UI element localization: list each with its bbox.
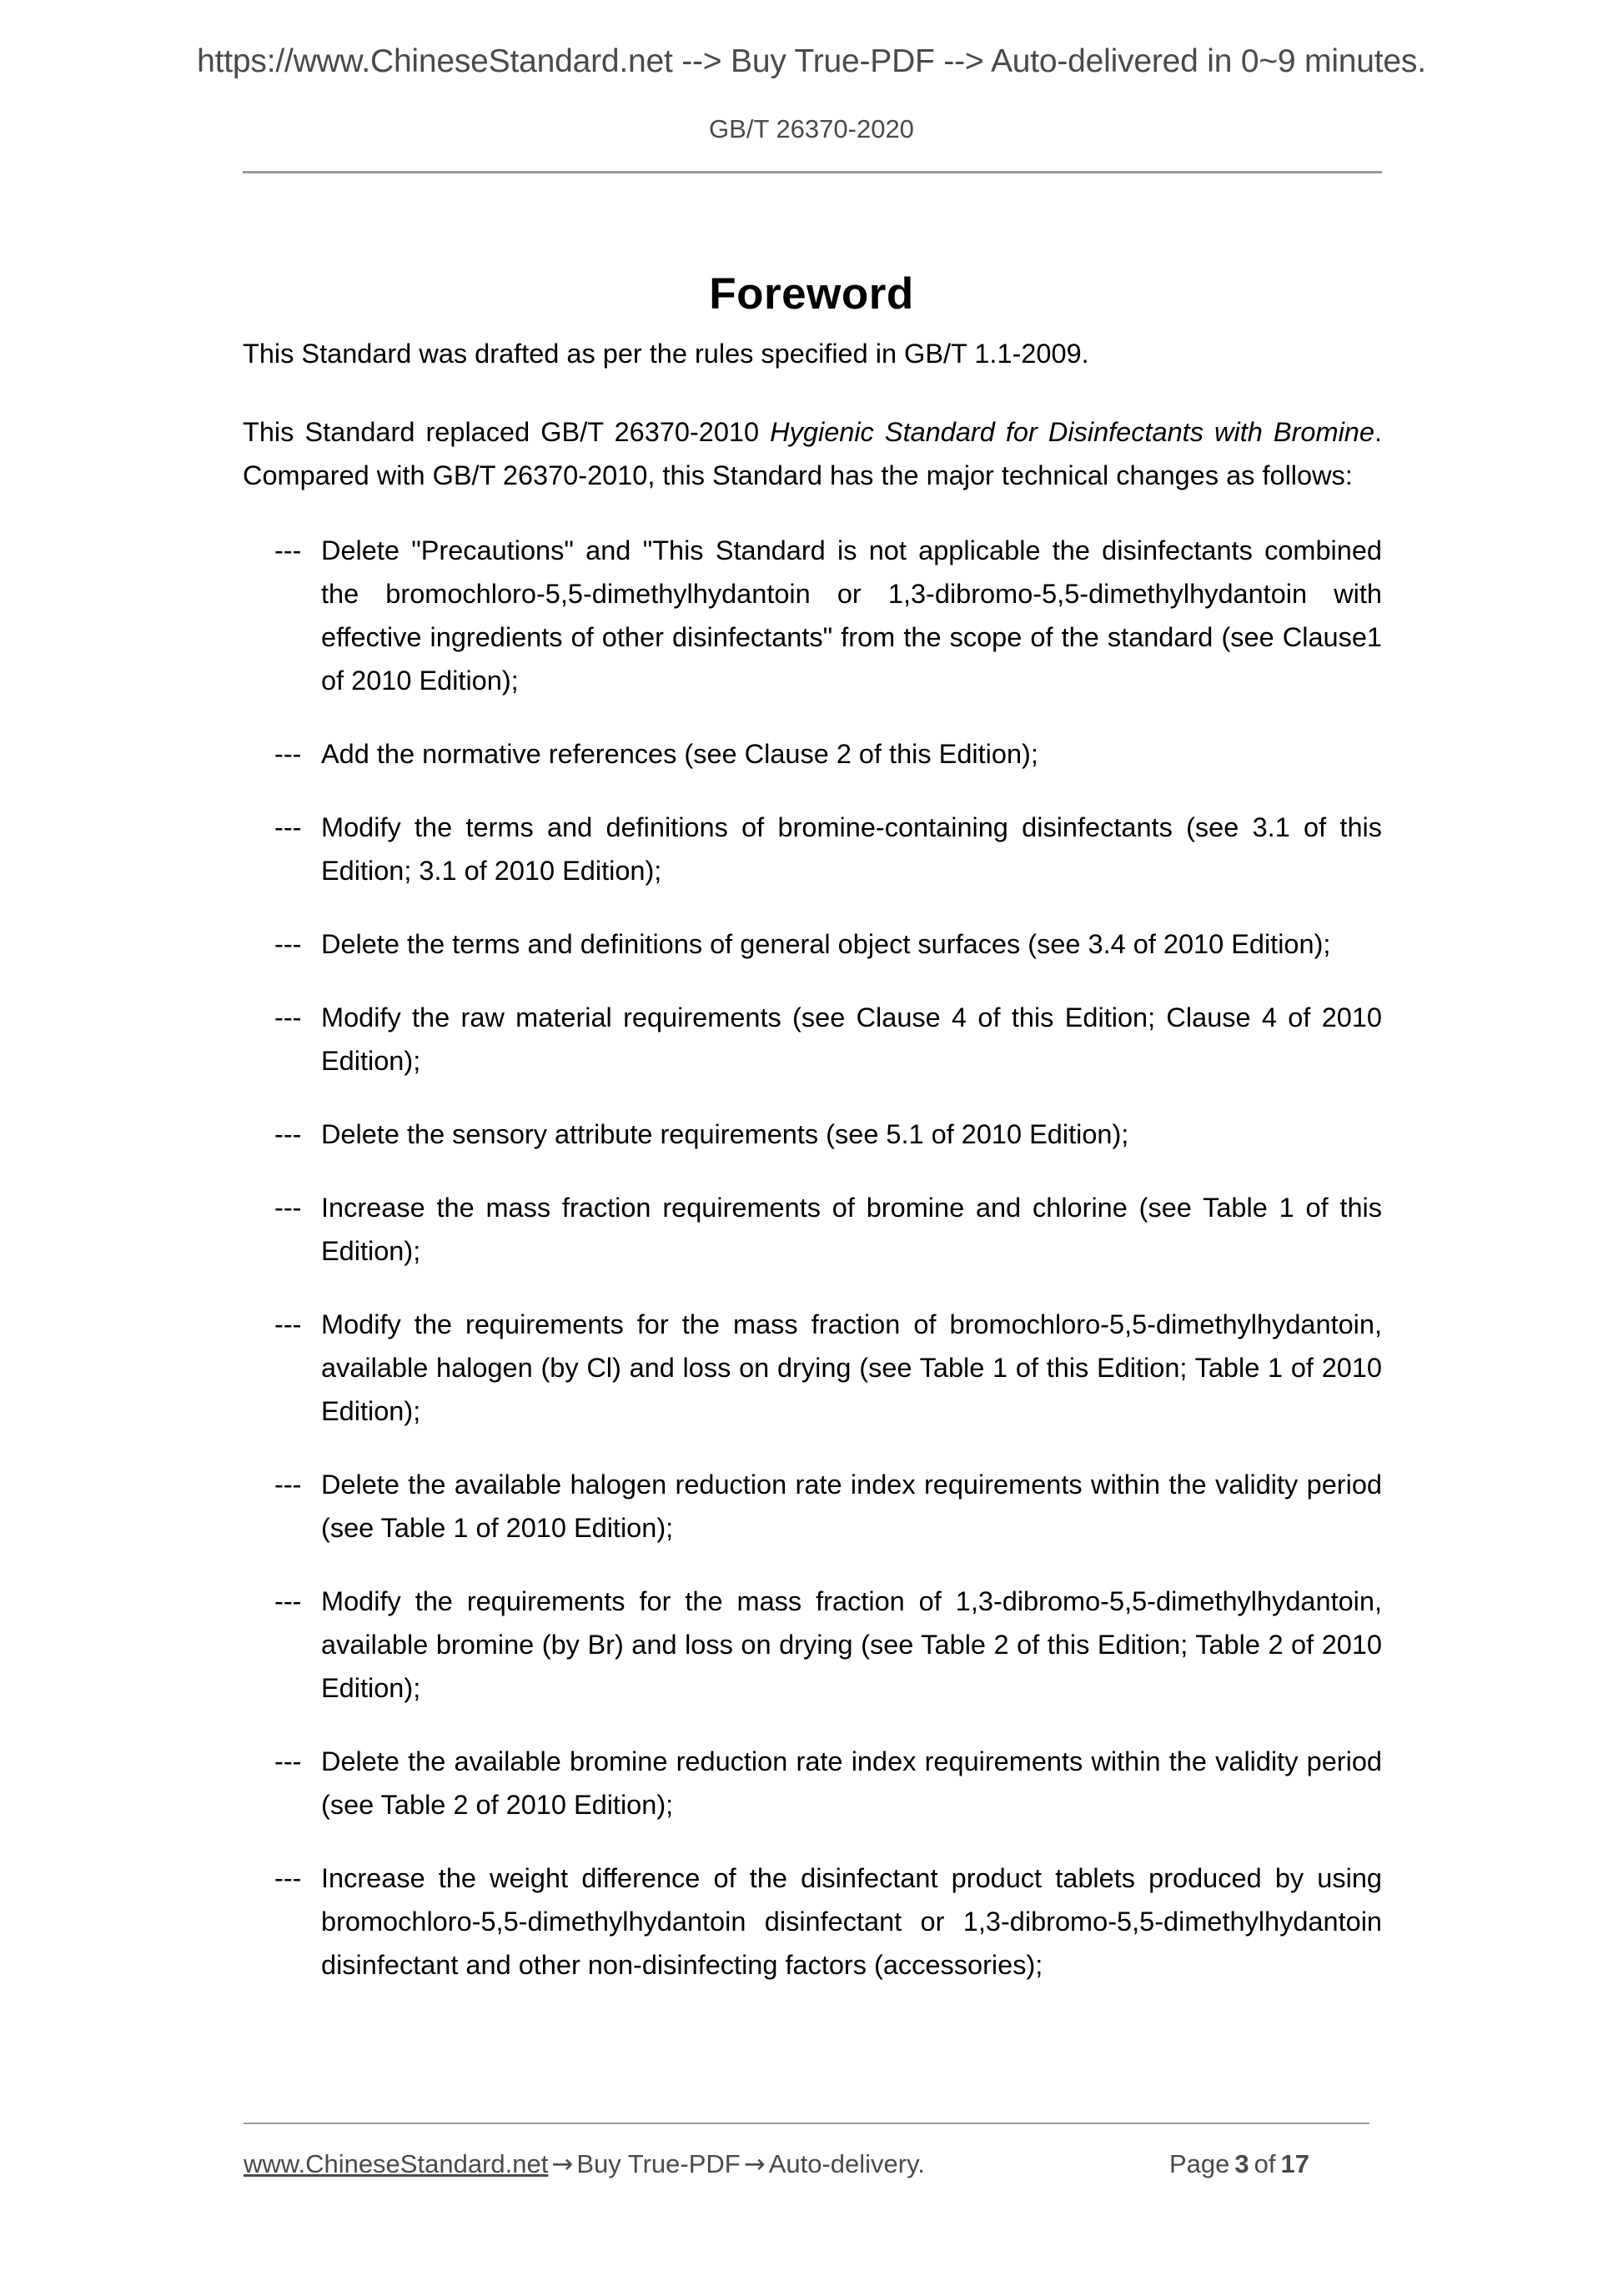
list-item: [243, 1113, 1382, 1156]
list-dash: ---: [274, 535, 302, 565]
list-dash: ---: [274, 1119, 302, 1149]
list-dash: ---: [274, 812, 302, 842]
list-item-label: Increase the mass fraction requirements of bromine and chlorine (see Table 1 of this Edition);: [321, 1193, 1382, 1266]
list-item: [243, 996, 1382, 1083]
standard-code-header: GB/T 26370-2020: [709, 114, 914, 143]
list-item: [243, 1580, 1382, 1710]
paragraph-replacement-lead: This Standard replaced GB/T 26370-2010: [243, 417, 771, 447]
page-label: Page: [1169, 2149, 1230, 2178]
page-title: Foreword: [709, 269, 914, 319]
document-body: [243, 332, 1382, 2017]
footer-divider: [244, 2123, 1369, 2124]
page-total: 17: [1280, 2149, 1309, 2178]
list-dash: ---: [274, 1309, 302, 1339]
list-item: [243, 1856, 1382, 1987]
list-item-label: Increase the weight difference of the disinfectant product tablets produced by using bromochloro-5,5-dimethylhydantoin disinfectant or 1,3-dibromo-5,5-dimethylhydantoin disinfectant and other non-disinfecting factors (accessories);: [321, 1863, 1382, 1980]
list-dash: ---: [274, 1193, 302, 1223]
page-footer: [244, 2148, 1378, 2181]
list-item: [243, 1303, 1382, 1433]
list-item-label: Delete the available bromine reduction rate index requirements within the validity period (see Table 2 of 2010 Edition);: [321, 1746, 1382, 1820]
replaced-standard-title: Hygienic Standard for Disinfectants with Bromine: [770, 417, 1374, 447]
list-item-label: Add the normative references (see Clause 2 of this Edition);: [321, 739, 1038, 769]
list-item-label: Delete the sensory attribute requirements (see 5.1 of 2010 Edition);: [321, 1119, 1129, 1149]
list-item: [243, 1186, 1382, 1273]
promo-header-text: https://www.ChineseStandard.net --> Buy True-PDF --> Auto-delivered in 0~9 minutes.: [197, 43, 1426, 79]
list-item: [243, 806, 1382, 892]
paragraph-replacement: [243, 410, 1382, 497]
page-indicator: [1169, 2148, 1314, 2181]
list-item-label: Modify the raw material requirements (see Clause 4 of this Edition; Clause 4 of 2010 Edition);: [321, 1002, 1382, 1076]
list-item: [243, 1463, 1382, 1550]
list-item: [243, 732, 1382, 776]
list-item: [243, 1740, 1382, 1826]
paragraph-replacement-tail: . Compared with GB/T 26370-2010, this Standard has the major technical changes as follows:: [243, 417, 1382, 490]
list-dash: ---: [274, 1746, 302, 1776]
technical-changes-list: [243, 529, 1382, 1987]
list-item-label: Delete "Precautions" and "This Standard is not applicable the disinfectants combined the bromochloro-5,5-dimethylhydantoin or 1,3-dibromo-5,5-dimethylhydantoin with effective ingredients of other disinfectants" from the scope of the standard (see Clause1 of 2010 Edition);: [321, 535, 1382, 696]
paragraph-drafting-rules: This Standard was drafted as per the rules specified in GB/T 1.1-2009.: [243, 339, 1089, 369]
list-dash: ---: [274, 1470, 302, 1500]
list-item-label: Modify the terms and definitions of bromine-containing disinfectants (see 3.1 of this Edition; 3.1 of 2010 Edition);: [321, 812, 1382, 886]
list-item-label: Delete the available halogen reduction rate index requirements within the validity period (see Table 1 of 2010 Edition);: [321, 1470, 1382, 1543]
list-dash: ---: [274, 1586, 302, 1616]
footer-buy-label: Buy True-PDF: [576, 2149, 741, 2178]
list-item: [243, 922, 1382, 966]
arrow-right-icon: →: [551, 2149, 574, 2179]
footer-delivery-label: Auto-delivery.: [768, 2149, 925, 2178]
list-dash: ---: [274, 929, 302, 959]
page-of-label: of: [1254, 2149, 1276, 2178]
list-item-label: Modify the requirements for the mass fraction of 1,3-dibromo-5,5-dimethylhydantoin, available bromine (by Br) and loss on drying (see Table 2 of this Edition; Table 2 of 2010 Edition);: [321, 1586, 1382, 1703]
footer-site-link[interactable]: www.ChineseStandard.net: [244, 2149, 549, 2178]
header-divider: [243, 171, 1382, 173]
list-item: [243, 529, 1382, 702]
list-dash: ---: [274, 1002, 302, 1032]
list-item-label: Modify the requirements for the mass fraction of bromochloro-5,5-dimethylhydantoin, available halogen (by Cl) and loss on drying (see Table 1 of this Edition; Table 1 of 2010 Edition);: [321, 1309, 1382, 1426]
list-item-label: Delete the terms and definitions of general object surfaces (see 3.4 of 2010 Edition);: [321, 929, 1331, 959]
page-number: 3: [1234, 2149, 1249, 2178]
list-dash: ---: [274, 739, 302, 769]
list-dash: ---: [274, 1863, 302, 1893]
arrow-right-icon: →: [743, 2149, 766, 2179]
